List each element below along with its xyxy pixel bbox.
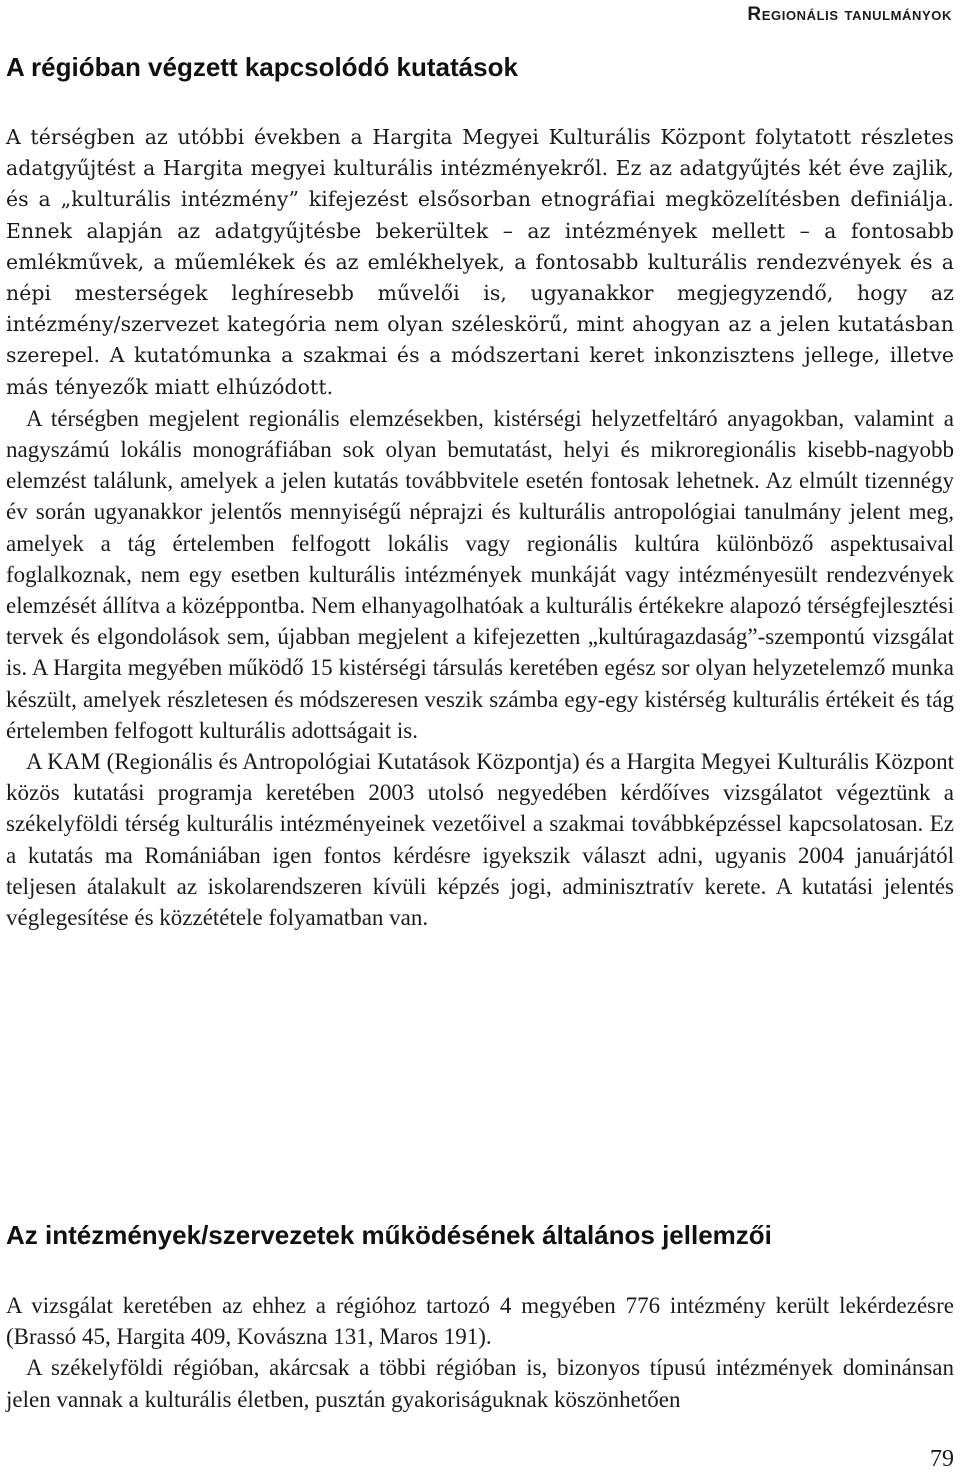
paragraph: A térségben megjelent regionális elemzésekben, kistérségi helyzetfeltáró anyagokban, valamint a nagyszámú lokális monográfiában sok olyan bemutatást, helyi és mikroregionális kisebb-nagyobb elemzést találunk, amelyek a jelen kutatás továbbvitele esetén fontosak lehetnek. Az elmúlt tizennégy év során ugyanakkor jelentős mennyiségű néprajzi és kulturális antropológiai tanulmány jelent meg, amelyek a tág értelemben felfogott lokális vagy regionális kultúra különböző aspektusaival foglalkoznak, nem egy esetben kulturális intézmények munkáját vagy intézményesült rendezvények elemzését állítva a középpontba. Nem elhanyagolhatóak a kulturális értékekre alapozó térségfejlesztési tervek és elgondolások sem, újabban megjelent a kifejezetten „kultúragazdaság”-szempontú vizsgálat is. A Hargita megyében működő 15 kistérségi társulás keretében egész sor olyan helyzetelemző munka készült, amelyek részletesen és módszeresen veszik számba egy-egy kistérség kulturális értékeit és tág értelemben felfogott kulturális adottságait is.: [6, 405, 954, 743]
section-heading-general-characteristics: Az intézmények/szervezetek működésének általános jellemzői: [6, 1220, 772, 1250]
paragraph: A székelyföldi régióban, akárcsak a többi régióban is, bizonyos típusú intézmények dominánsan jelen vannak a kulturális életben, pusztán gyakoriságuknak köszönhetően: [6, 1355, 954, 1412]
section-body-general-characteristics: [6, 1290, 954, 1415]
section-body-related-research: [6, 122, 954, 933]
paragraph: A KAM (Regionális és Antropológiai Kutatások Központja) és a Hargita Megyei Kulturális Központ közös kutatási programja keretében 2003 utolsó negyedében kérdőíves vizsgálatot végeztünk a székelyföldi térség kulturális intézményeinek vezetőivel a szakmai továbbképzéssel kapcsolatosan. Ez a kutatás ma Romániában igen fontos kérdésre igyekszik választ adni, ugyanis 2004 januárjától teljesen átalakult az iskolarendszeren kívüli képzés jogi, adminisztratív kerete. A kutatási jelentés véglegesítése és közzététele folyamatban van.: [6, 749, 954, 931]
section-heading-related-research: A régióban végzett kapcsolódó kutatások: [6, 52, 518, 82]
running-head: Regionális tanulmányok: [747, 4, 952, 25]
page-number: 79: [930, 1446, 954, 1472]
paragraph: A vizsgálat keretében az ehhez a régióhoz tartozó 4 megyében 776 intézmény került lekérdezésre (Brassó 45, Hargita 409, Kovászna 131, Maros 191).: [6, 1293, 954, 1350]
paragraph: A térségben az utóbbi években a Hargita Megyei Kulturális Központ folytatott részletes adatgyűjtést a Hargita megyei kulturális intézményekről. Ez az adatgyűjtés két éve zajlik, és a „kulturális intézmény” kifejezést elsősorban etnográfiai megközelítésben definiálja. Ennek alapján az adatgyűjtésbe bekerültek – az intézmények mellett – a fontosabb emlékművek, a műemlékek és az emlékhelyek, a fontosabb kulturális rendezvények és a népi mesterségek leghíresebb művelői is, ugyanakkor megjegyzendő, hogy az intézmény/szervezet kategória nem olyan széleskörű, mint ahogyan az a jelen kutatásban szerepel. A kutatómunka a szakmai és a módszertani keret inkonzisztens jellege, illetve más tényezők miatt elhúzódott.: [6, 125, 954, 399]
